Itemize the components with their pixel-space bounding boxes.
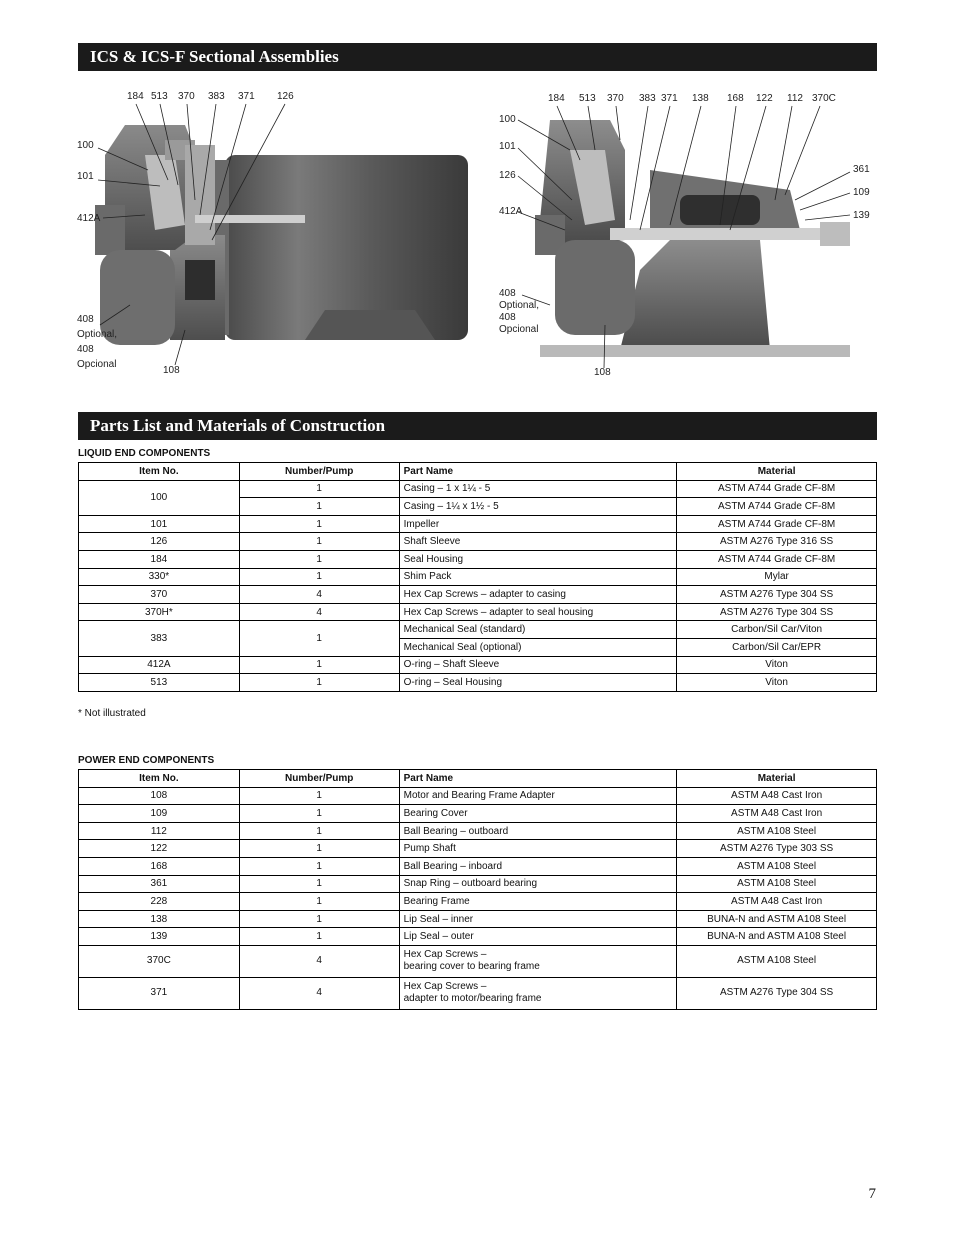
table-row: 383 1 Mechanical Seal (standard) Carbon/Sil Car/Viton — [79, 621, 877, 639]
table-row: 126 1 Shaft Sleeve ASTM A276 Type 316 SS — [79, 533, 877, 551]
table-row: 370 4 Hex Cap Screws – adapter to casing ASTM A276 Type 304 SS — [79, 586, 877, 604]
callout-109-f: 109 — [853, 187, 870, 198]
callout-112-f: 112 — [787, 93, 803, 104]
table-row: 1 Casing – 1¼ x 1½ - 5 ASTM A744 Grade CF-8M — [79, 498, 877, 516]
liquid-end-heading: LIQUID END COMPONENTS — [78, 448, 211, 459]
callout-101: 101 — [77, 171, 94, 182]
callout-408-optional: 408 Optional, 408 Opcional — [77, 314, 118, 370]
callout-184-f: 184 — [548, 93, 565, 104]
callout-408-optional-f: 408 Optional, 408 Opcional — [499, 288, 540, 335]
table-row: 361 1 Snap Ring – outboard bearing ASTM A108 Steel — [79, 875, 877, 893]
table-row: 370C 4 Hex Cap Screws – bearing cover to bearing frame ASTM A108 Steel — [79, 945, 877, 977]
table-row: 101 1 Impeller ASTM A744 Grade CF-8M — [79, 515, 877, 533]
callout-371-f: 371 — [661, 93, 678, 104]
table-row: 371 4 Hex Cap Screws – adapter to motor/bearing frame ASTM A276 Type 304 SS — [79, 977, 877, 1009]
table-row: 112 1 Ball Bearing – outboard ASTM A108 Steel — [79, 822, 877, 840]
table-row: 370H* 4 Hex Cap Screws – adapter to seal housing ASTM A276 Type 304 SS — [79, 603, 877, 621]
page-number: 7 — [868, 1186, 876, 1202]
callout-138-f: 138 — [692, 93, 709, 104]
table-header-row — [79, 463, 877, 481]
callout-383-f: 383 — [639, 93, 656, 104]
left-leader-lines — [0, 0, 480, 400]
callout-370-f: 370 — [607, 93, 624, 104]
table-row: 330* 1 Shim Pack Mylar — [79, 568, 877, 586]
table-row: 412A 1 O-ring – Shaft Sleeve Viton — [79, 656, 877, 674]
callout-513: 513 — [151, 91, 168, 102]
callout-371: 371 — [238, 91, 255, 102]
table-row: 184 1 Seal Housing ASTM A744 Grade CF-8M — [79, 550, 877, 568]
table-row: 138 1 Lip Seal – inner BUNA-N and ASTM A108 Steel — [79, 910, 877, 928]
table-row: 168 1 Ball Bearing – inboard ASTM A108 Steel — [79, 857, 877, 875]
callout-100-f: 100 — [499, 114, 516, 125]
table-row: 122 1 Pump Shaft ASTM A276 Type 303 SS — [79, 840, 877, 858]
callout-139-f: 139 — [853, 210, 870, 221]
col-item: Item No. — [79, 770, 240, 788]
right-leader-lines — [480, 0, 954, 400]
callout-108: 108 — [163, 365, 180, 376]
col-part-name: Part Name — [399, 770, 677, 788]
table-row: 139 1 Lip Seal – outer BUNA-N and ASTM A108 Steel — [79, 928, 877, 946]
callout-101-f: 101 — [499, 141, 516, 152]
callout-370c-f: 370C — [812, 93, 836, 104]
callout-412a: 412A — [77, 213, 101, 224]
callout-513-f: 513 — [579, 93, 596, 104]
callout-361-f: 361 — [853, 164, 870, 175]
callout-370: 370 — [178, 91, 195, 102]
table-row: 108 1 Motor and Bearing Frame Adapter ASTM A48 Cast Iron — [79, 787, 877, 805]
assemblies-section-title: ICS & ICS-F Sectional Assemblies — [78, 43, 877, 71]
liquid-end-table — [78, 462, 877, 692]
footnote-not-illustrated: * Not illustrated — [78, 708, 146, 719]
callout-184: 184 — [127, 91, 144, 102]
table-row: 513 1 O-ring – Seal Housing Viton — [79, 674, 877, 692]
table-header-row — [79, 770, 877, 788]
callout-126: 126 — [277, 91, 294, 102]
table-row: 100 1 Casing – 1 x 1¼ - 5 ASTM A744 Grade CF-8M — [79, 480, 877, 498]
col-material: Material — [677, 463, 877, 481]
table-row: 228 1 Bearing Frame ASTM A48 Cast Iron — [79, 893, 877, 911]
table-row: 109 1 Bearing Cover ASTM A48 Cast Iron — [79, 805, 877, 823]
col-material: Material — [677, 770, 877, 788]
col-number: Number/Pump — [239, 770, 399, 788]
col-part-name: Part Name — [399, 463, 677, 481]
callout-383: 383 — [208, 91, 225, 102]
callout-108-f: 108 — [594, 367, 611, 378]
callout-168-f: 168 — [727, 93, 744, 104]
power-end-heading: POWER END COMPONENTS — [78, 755, 215, 766]
callout-412a-f: 412A — [499, 206, 523, 217]
col-number: Number/Pump — [239, 463, 399, 481]
col-item: Item No. — [79, 463, 240, 481]
callout-126-f: 126 — [499, 170, 516, 181]
power-end-table — [78, 769, 877, 1010]
parts-section-title: Parts List and Materials of Construction — [78, 412, 877, 440]
table-row: Mechanical Seal (optional) Carbon/Sil Car/EPR — [79, 638, 877, 656]
callout-122-f: 122 — [756, 93, 773, 104]
callout-100: 100 — [77, 140, 94, 151]
